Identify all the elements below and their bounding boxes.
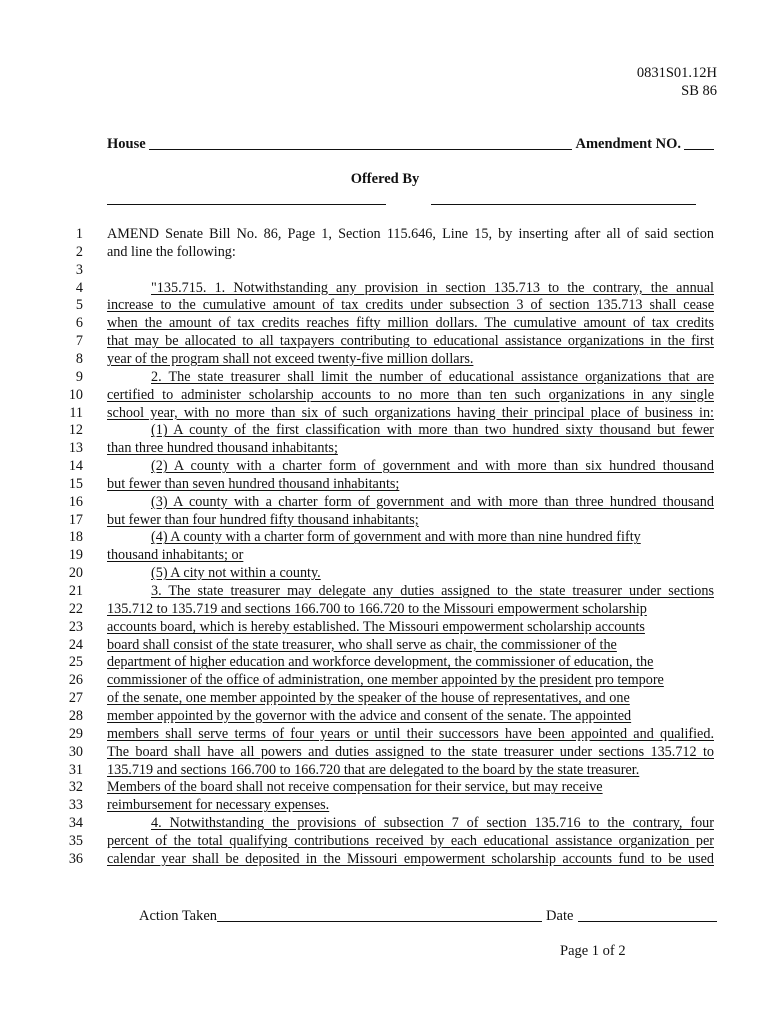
line-number: 25: [68, 654, 83, 671]
line-text: AMEND Senate Bill No. 86, Page 1, Section 115.646, Line 15, by inserting after all of said section: [107, 226, 714, 242]
line-number: 33: [68, 797, 83, 814]
line-number: 7: [75, 333, 83, 350]
document-line: [0, 582, 770, 600]
line-number: 5: [75, 297, 83, 314]
line-text: commissioner of the office of administration, one member appointed by the president pro tempore: [107, 672, 664, 689]
document-line: [0, 689, 770, 707]
amendment-number-blank: [684, 149, 714, 150]
offered-by-label: Offered By: [350, 171, 420, 187]
line-text: increase to the cumulative amount of tax credits under subsection 3 of section 135.713 shall cease: [107, 297, 714, 314]
line-number: 31: [68, 761, 83, 778]
line-text: 3. The state treasurer may delegate any duties assigned to the state treasurer under sections: [151, 583, 714, 599]
document-line: [0, 368, 770, 386]
line-number: 1: [75, 226, 83, 242]
line-text: calendar year shall be deposited in the Missouri empowerment scholarship accounts fund to be used: [107, 850, 714, 867]
document-line: [0, 671, 770, 689]
document-line: [0, 243, 770, 261]
document-line: [0, 332, 770, 350]
line-text: 2. The state treasurer shall limit the number of educational assistance organizations that are: [151, 368, 714, 385]
line-text: board shall consist of the state treasurer, who shall serve as chair, the commissioner of the: [107, 636, 617, 653]
line-number: 13: [68, 440, 83, 457]
document-line: [0, 457, 770, 475]
document-line: [0, 618, 770, 636]
line-text: member appointed by the governor with the advice and consent of the senate. The appointed: [107, 707, 632, 724]
line-text: percent of the total qualifying contributions received by each educational assistance organization per: [107, 832, 714, 849]
date-blank: [578, 921, 717, 922]
action-taken-line: [139, 908, 717, 925]
document-line: [0, 350, 770, 368]
line-text: and line the following:: [107, 243, 236, 260]
document-line: [0, 832, 770, 850]
line-number: 19: [68, 547, 83, 564]
document-line: [0, 796, 770, 814]
document-line: [0, 475, 770, 493]
line-number: 23: [68, 618, 83, 635]
house-amendment-line: [107, 136, 714, 153]
line-text: certified to administer scholarship accounts to no more than ten such organizations in any single: [107, 386, 714, 403]
line-number: 32: [68, 779, 83, 796]
line-number: 26: [68, 672, 83, 689]
document-line: [0, 653, 770, 671]
document-line: [0, 546, 770, 564]
offered-by-signature-line-right: [431, 204, 696, 205]
action-taken-label: Action Taken: [139, 908, 218, 924]
line-text: (1) A county of the first classification with more than two hundred sixty thousand but fewer: [151, 422, 714, 439]
document-id: [637, 64, 717, 100]
line-text: (3) A county with a charter form of government and with more than three hundred thousand: [151, 493, 714, 510]
document-line: [0, 778, 770, 796]
page-number: Page 1 of 2: [560, 943, 626, 959]
document-line: [0, 511, 770, 529]
line-text: but fewer than seven hundred thousand inhabitants;: [107, 475, 400, 492]
line-text: school year, with no more than six of such organizations having their principal place of business in:: [107, 404, 714, 421]
document-line: [0, 225, 770, 243]
line-text: 4. Notwithstanding the provisions of subsection 7 of section 135.716 to the contrary, four: [151, 815, 714, 832]
line-text: year of the program shall not exceed twenty-five million dollars.: [107, 350, 474, 367]
line-number: 3: [75, 261, 83, 278]
house-blank: [149, 149, 573, 150]
bill-number: SB 86: [681, 83, 717, 99]
line-text: (4) A county with a charter form of government and with more than nine hundred fifty: [151, 529, 641, 546]
document-line: [0, 636, 770, 654]
document-line: [0, 421, 770, 439]
line-text: The board shall have all powers and duties assigned to the state treasurer under sections 135.712 to: [107, 743, 714, 760]
line-text: accounts board, which is hereby established. The Missouri empowerment scholarship accounts: [107, 618, 645, 635]
line-text: members shall serve terms of four years or until their successors have been appointed and qualified.: [107, 725, 714, 742]
line-text: 135.712 to 135.719 and sections 166.700 to 166.720 to the Missouri empowerment scholarship: [107, 600, 647, 617]
line-number: 28: [68, 707, 83, 724]
line-number: 8: [75, 350, 83, 367]
line-number: 27: [68, 690, 83, 707]
line-number: 2: [75, 243, 83, 260]
document-line: [0, 528, 770, 546]
date-label: Date: [546, 908, 574, 924]
line-number: 15: [68, 475, 83, 492]
line-number: 9: [75, 368, 83, 385]
document-line: [0, 564, 770, 582]
document-line: [0, 404, 770, 422]
line-number: 29: [68, 725, 83, 742]
line-text: 135.719 and sections 166.700 to 166.720 that are delegated to the board by the state treasurer.: [107, 761, 640, 778]
document-line: [0, 725, 770, 743]
document-line: [0, 707, 770, 725]
action-taken-blank: [217, 921, 542, 922]
line-number: 17: [68, 511, 83, 528]
document-line: [0, 493, 770, 511]
document-line: [0, 261, 770, 279]
line-text: department of higher education and workforce development, the commissioner of education, the: [107, 654, 654, 671]
line-number: 4: [75, 279, 83, 296]
document-line: [0, 814, 770, 832]
document-line: [0, 850, 770, 868]
house-label: House: [107, 136, 146, 152]
line-number: 34: [68, 815, 83, 832]
line-text: reimbursement for necessary expenses.: [107, 797, 330, 814]
line-text: of the senate, one member appointed by the speaker of the house of representatives, and one: [107, 690, 630, 707]
line-number: 24: [68, 636, 83, 653]
line-text: thousand inhabitants; or: [107, 547, 244, 564]
line-number: 16: [68, 493, 83, 510]
line-number: 35: [68, 832, 83, 849]
offered-by-signature-line-left: [107, 204, 386, 205]
document-line: [0, 279, 770, 297]
line-text: that may be allocated to all taxpayers contributing to educational assistance organizations in the first: [107, 333, 714, 350]
doc-code: 0831S01.12H: [636, 65, 717, 81]
line-text: (5) A city not within a county.: [151, 565, 321, 582]
line-number: 12: [68, 422, 83, 439]
line-text: "135.715. 1. Notwithstanding any provision in section 135.713 to the contrary, the annual: [151, 279, 714, 296]
line-number: 10: [68, 386, 83, 403]
document-line: [0, 439, 770, 457]
line-text: (2) A county with a charter form of government and with more than six hundred thousand: [151, 458, 714, 475]
line-text: when the amount of tax credits reaches fifty million dollars. The cumulative amount of tax credits: [107, 315, 714, 332]
line-number: 18: [68, 529, 83, 546]
line-number: 14: [68, 458, 83, 475]
line-number: 6: [75, 315, 83, 332]
line-text: Members of the board shall not receive compensation for their service, but may receive: [107, 779, 603, 796]
document-line: [0, 296, 770, 314]
document-line: [0, 600, 770, 618]
line-number: 20: [68, 565, 83, 582]
line-number: 21: [68, 583, 83, 599]
document-line: [0, 314, 770, 332]
document-line: [0, 743, 770, 761]
line-number: 36: [68, 850, 83, 867]
line-text: but fewer than four hundred fifty thousand inhabitants;: [107, 511, 419, 528]
line-number: 30: [68, 743, 83, 760]
document-line: [0, 386, 770, 404]
document-line: [0, 761, 770, 779]
line-number: 11: [69, 404, 83, 421]
line-text: than three hundred thousand inhabitants;: [107, 440, 338, 457]
line-number: 22: [68, 600, 83, 617]
amendment-label: Amendment NO.: [575, 136, 681, 152]
